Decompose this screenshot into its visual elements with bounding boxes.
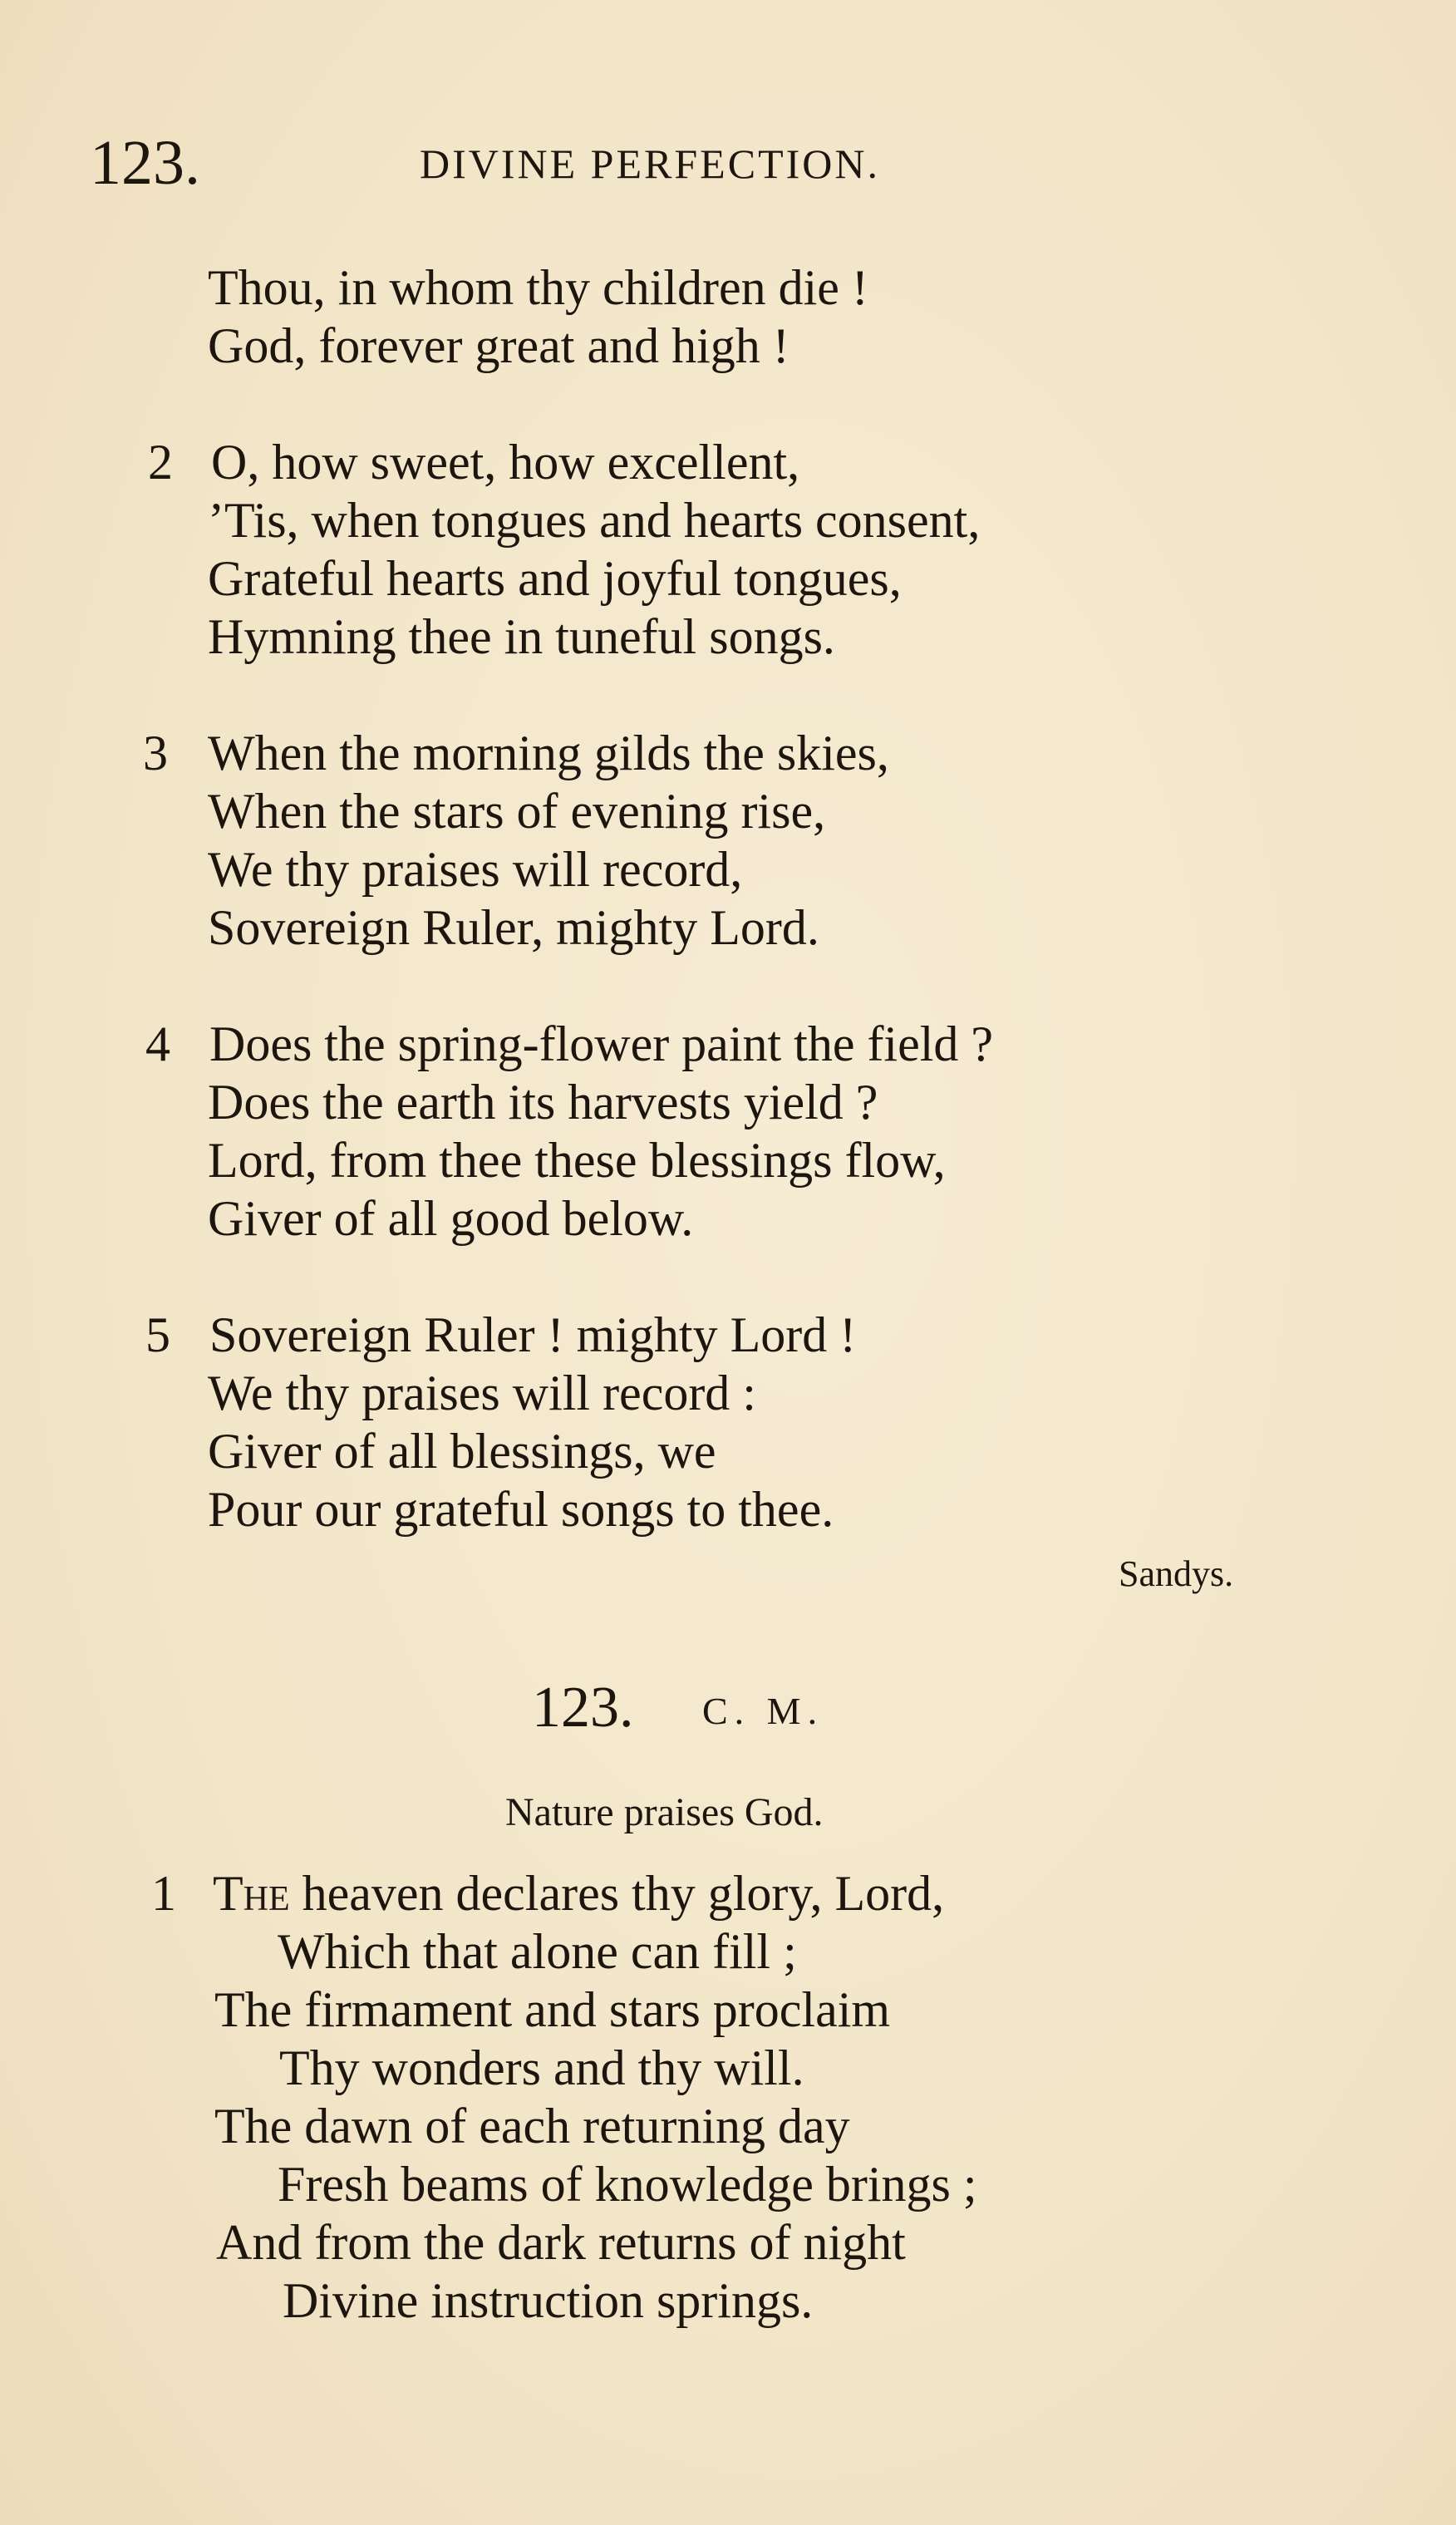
verse-line: Does the spring-flower paint the field ? xyxy=(209,1016,994,1071)
verse-line: When the stars of evening rise, xyxy=(208,784,826,839)
verse-line: When the morning gilds the skies, xyxy=(208,726,889,780)
verse-line: Grateful hearts and joyful tongues, xyxy=(208,551,902,606)
verse-line: We thy praises will record : xyxy=(208,1366,756,1420)
verse-line-indented: Which that alone can fill ; xyxy=(278,1924,797,1979)
verse-line: ’Tis, when tongues and hearts consent, xyxy=(208,493,981,548)
verse-number: 3 xyxy=(143,726,168,780)
verse-line: Hymning thee in tuneful songs. xyxy=(208,609,835,664)
verse-first-line xyxy=(213,1866,945,1921)
verse-line: And from the dark returns of night xyxy=(216,2215,906,2270)
verse-line-indented: Thy wonders and thy will. xyxy=(279,2040,804,2095)
first-line-rest: heaven declares thy glory, Lord, xyxy=(289,1866,945,1921)
opening-line: Thou, in whom thy children die ! xyxy=(208,260,868,315)
verse-number: 1 xyxy=(151,1866,176,1921)
verse-line: Sovereign Ruler, mighty Lord. xyxy=(208,900,819,955)
verse-line: Giver of all blessings, we xyxy=(208,1424,716,1479)
first-word-smallcaps: The xyxy=(213,1866,290,1921)
verse-line: We thy praises will record, xyxy=(208,842,743,897)
verse-line: Lord, from thee these blessings flow, xyxy=(208,1133,946,1188)
hymn-number: 123. xyxy=(532,1676,634,1740)
running-title: DIVINE PERFECTION. xyxy=(420,140,880,187)
hymn-meter: C. M. xyxy=(702,1690,824,1732)
opening-line: God, forever great and high ! xyxy=(208,318,789,373)
hymn-subtitle: Nature praises God. xyxy=(505,1790,824,1834)
author-attribution: Sandys. xyxy=(1119,1553,1234,1594)
verse-line: The firmament and stars proclaim xyxy=(214,1982,891,2037)
verse-line: Pour our grateful songs to thee. xyxy=(208,1482,834,1537)
verse-line: Sovereign Ruler ! mighty Lord ! xyxy=(209,1307,857,1362)
verse-number: 4 xyxy=(145,1016,170,1071)
verse-number: 5 xyxy=(145,1307,170,1362)
verse-line: Giver of all good below. xyxy=(208,1191,694,1246)
verse-line: The dawn of each returning day xyxy=(214,2099,850,2153)
page-number: 123. xyxy=(90,128,200,198)
verse-number: 2 xyxy=(148,435,173,490)
verse-line-indented: Divine instruction springs. xyxy=(283,2273,814,2328)
verse-line: O, how sweet, how excellent, xyxy=(211,435,800,490)
verse-line: Does the earth its harvests yield ? xyxy=(208,1075,878,1130)
verse-line-indented: Fresh beams of knowledge brings ; xyxy=(278,2157,977,2212)
